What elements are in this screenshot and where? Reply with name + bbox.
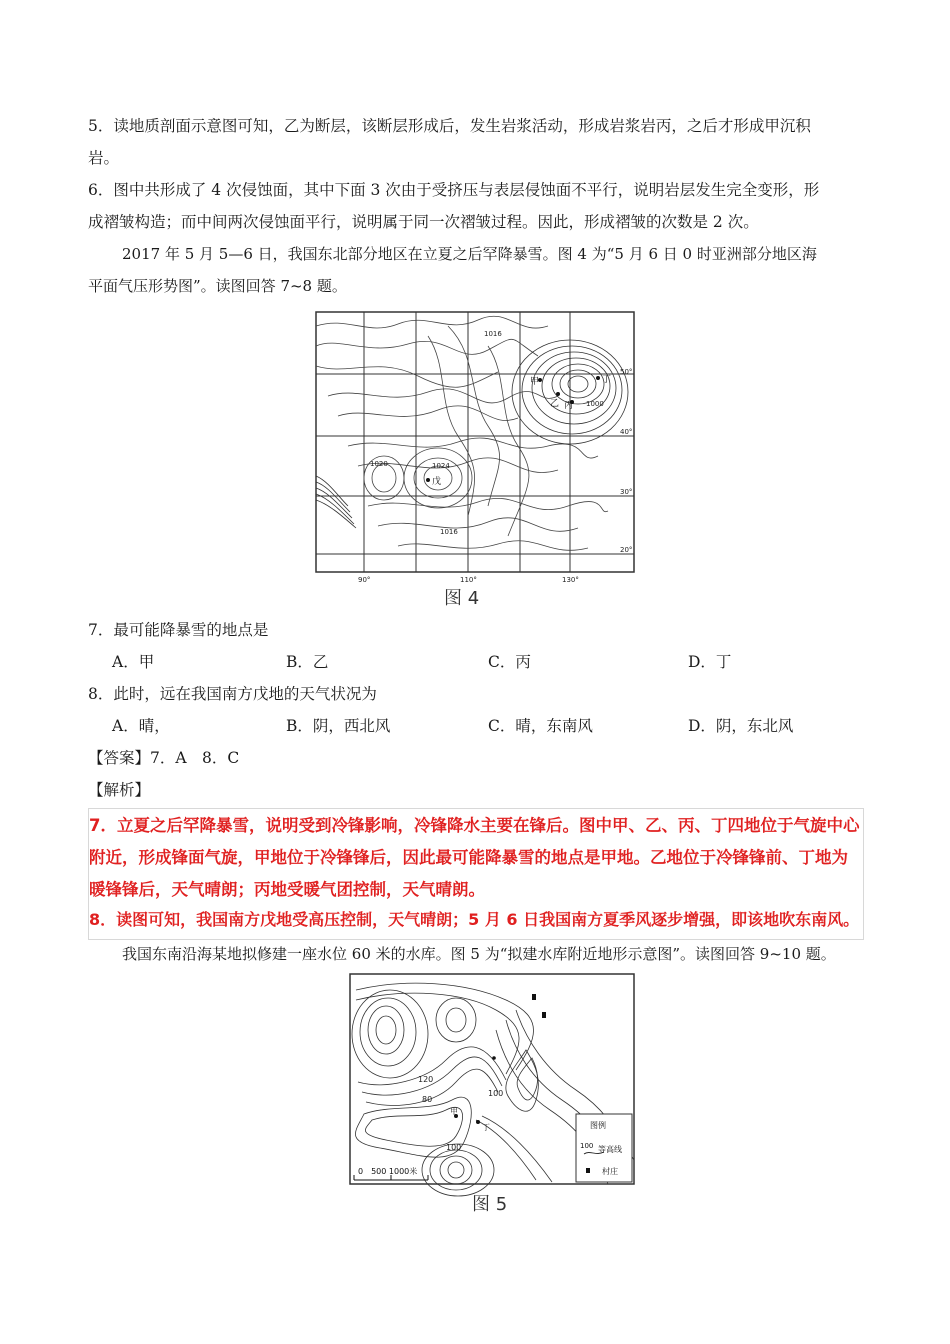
- figure-4-pressure-map: [308, 306, 642, 609]
- point-label: 甲: [450, 1107, 458, 1116]
- figure-5-caption: 图 5: [472, 1194, 508, 1215]
- place-label: 甲: [530, 377, 540, 387]
- intro2-line: 我国东南沿海某地拟修建一座水位 60 米的水库。图 5 为“拟建水库附近地形示意图”。读图回答 9~10 题。: [122, 945, 836, 963]
- answer-line: 【答案】7．A 8．C: [88, 749, 240, 767]
- intro-line1: 2017 年 5 月 5—6 日，我国东北部分地区在立夏之后罕降暴雪。图 4 为“5 月 6 日 0 时亚洲部分地区海: [122, 245, 817, 263]
- point-label: 丁: [482, 1123, 490, 1132]
- lon-label: 110°: [460, 576, 477, 584]
- place-label: 丁: [602, 375, 612, 385]
- village-icon: [586, 1168, 590, 1173]
- legend-title: 图例: [590, 1121, 606, 1130]
- figure-4-caption: 图 4: [444, 588, 480, 609]
- paragraph-5-line1: 5．读地质剖面示意图可知，乙为断层，该断层形成后，发生岩浆活动，形成岩浆岩丙，之后才形成甲沉积: [88, 117, 811, 135]
- analysis-line2: 附近，形成锋面气旋，甲地位于冷锋锋后，因此最可能降暴雪的地点是甲地。乙地位于冷锋锋前、丁地为: [89, 848, 848, 867]
- q7-option-a: A．甲: [112, 653, 155, 671]
- q7-option-b: B．乙: [286, 653, 329, 671]
- isobar-label: 1016: [440, 528, 458, 536]
- scale-label: 0 500 1000米: [358, 1167, 418, 1176]
- q7-option-c: C．丙: [488, 653, 531, 671]
- contour-label: 120: [418, 1075, 434, 1084]
- contour-label: 100: [488, 1089, 504, 1098]
- isobar-label: 1024: [432, 462, 450, 470]
- q8-option-b: B．阴，西北风: [286, 717, 391, 735]
- analysis-line3: 暖锋锋后，天气晴朗；丙地受暖气团控制，天气晴朗。: [89, 880, 485, 899]
- q8-option-d: D．阴，东北风: [688, 717, 794, 735]
- isobar-label: 1020: [370, 460, 388, 468]
- isobar-label: 1000: [586, 400, 604, 408]
- paragraph-5-line2: 岩。: [88, 149, 120, 167]
- place-label: 戊: [432, 477, 442, 487]
- lon-label: 90°: [358, 576, 371, 584]
- lat-label: 30°: [620, 488, 633, 496]
- lat-label: 40°: [620, 428, 633, 436]
- question-8-stem: 8．此时，远在我国南方戊地的天气状况为: [88, 685, 377, 703]
- paragraph-6-line2: 成褶皱构造；而中间两次侵蚀面平行，说明属于同一次褶皱过程。因此，形成褶皱的次数是 2 次。: [88, 213, 759, 231]
- place-label: 丙: [564, 401, 574, 411]
- contour-label: 80: [422, 1095, 433, 1104]
- analysis-line1: 7．立夏之后罕降暴雪，说明受到冷锋影响，冷锋降水主要在锋后。图中甲、乙、丙、丁四地位于气旋中心: [89, 816, 860, 835]
- q8-option-c: C．晴，东南风: [488, 717, 593, 735]
- analysis-line4: 8．读图可知，我国南方戊地受高压控制，天气晴朗；5 月 6 日我国南方夏季风逐步增强，即该地吹东南风。: [89, 910, 860, 929]
- contour-label: 100: [446, 1143, 462, 1152]
- legend-contour-value: 100: [580, 1142, 594, 1150]
- lat-label: 50°: [620, 368, 633, 376]
- legend: [576, 1114, 632, 1182]
- paragraph-6-line1: 6．图中共形成了 4 次侵蚀面，其中下面 3 次由于受挤压与表层侵蚀面不平行，说明岩层发生完全变形，形: [88, 181, 820, 199]
- analysis-label: 【解析】: [88, 781, 151, 799]
- figure-5-topo-map: [346, 970, 638, 1214]
- isobar-label: 1016: [484, 330, 502, 338]
- lon-label: 130°: [562, 576, 579, 584]
- place-label: 乙: [550, 399, 560, 409]
- question-7-stem: 7．最可能降暴雪的地点是: [88, 621, 269, 639]
- legend-contour-label: 等高线: [598, 1145, 622, 1154]
- q7-option-d: D．丁: [688, 653, 732, 671]
- analysis-box: [88, 808, 864, 940]
- q8-option-a: A．晴，: [112, 717, 170, 735]
- intro-line2: 平面气压形势图”。读图回答 7~8 题。: [88, 277, 347, 295]
- legend-village-label: 村庄: [602, 1167, 618, 1176]
- lat-label: 20°: [620, 546, 633, 554]
